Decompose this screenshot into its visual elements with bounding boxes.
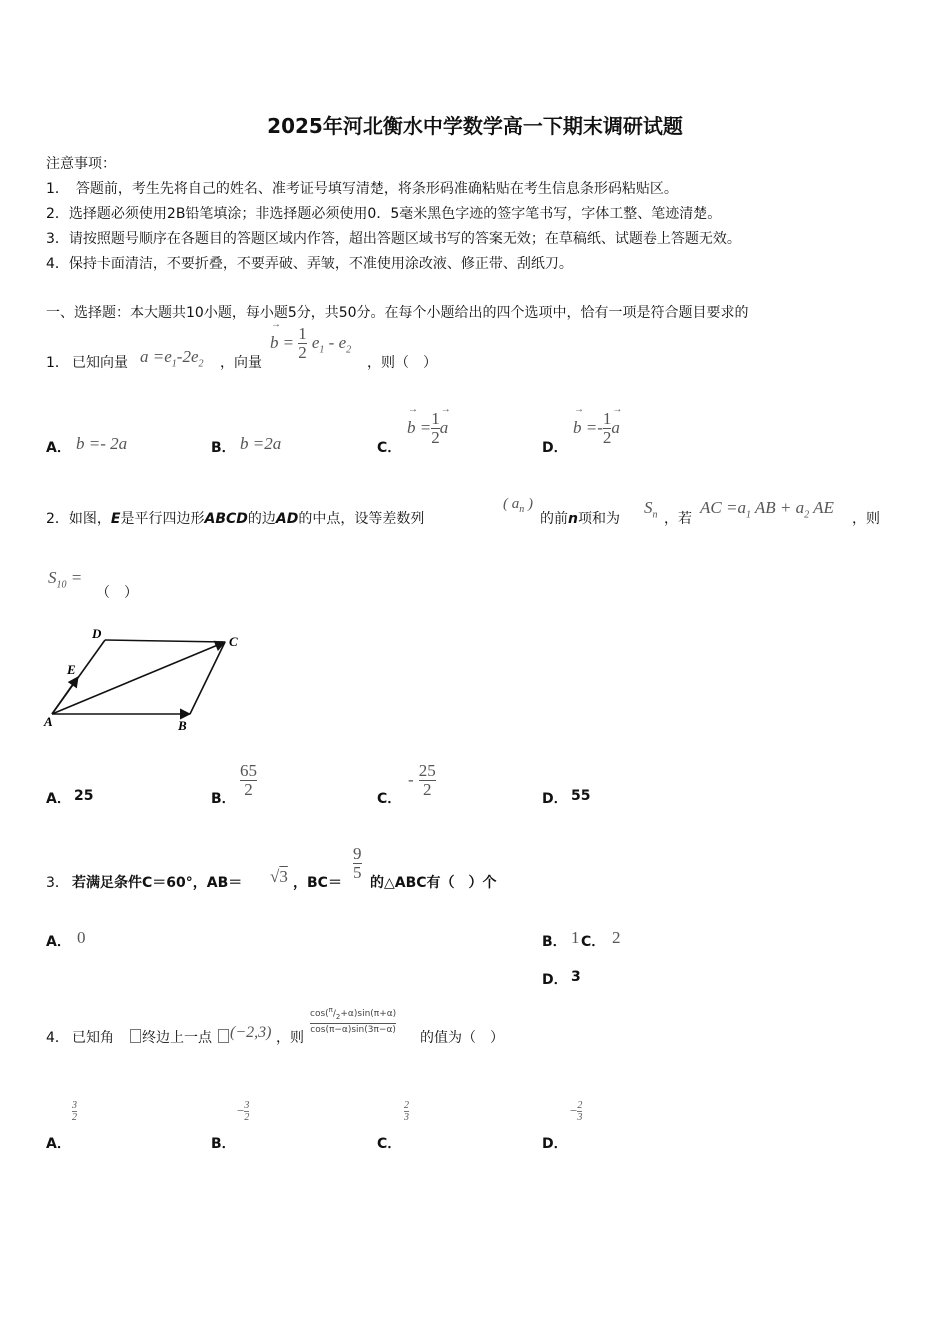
q1-option-d-expr: → b =- $\frac{1}{2}$ → a	[573, 410, 620, 447]
q3-stem-a: 若满足条件C＝60°，AB＝	[72, 875, 243, 891]
q4-stem-a: 已知角	[72, 1030, 114, 1046]
q3-option-d-label[interactable]: D．	[542, 972, 568, 988]
page-title: 2025年河北衡水中学数学高一下期末调研试题	[267, 114, 683, 138]
q4-p-box	[218, 1029, 229, 1043]
q3-option-c-label[interactable]: C．	[581, 934, 606, 950]
q2-figure	[40, 622, 255, 737]
q2-option-c-label[interactable]: C．	[377, 791, 402, 807]
section-heading: 一、选择题：本大题共10小题，每小题5分，共50分。在每个小题给出的四个选项中，恰有一项是符合题目要求的	[46, 305, 749, 321]
label-e: E	[67, 662, 76, 677]
q2-option-a-value: 25	[74, 788, 94, 804]
q2-stem-e: （ ）	[96, 585, 138, 601]
q1-option-c-label[interactable]: C．	[377, 440, 402, 456]
q3-stem-c: 的△ABC有（ ）个	[370, 875, 497, 891]
q1-option-a-label[interactable]: A．	[46, 440, 71, 456]
q3-stem-b: ，BC＝	[293, 875, 342, 891]
notice-item: 3．请按照题号顺序在各题目的答题区域内作答，超出答题区域书写的答案无效；在草稿纸、试题卷上答题无效。	[46, 231, 741, 247]
segment-cb	[190, 642, 225, 714]
q4-expression: $\cos(^\pi/_2+\alpha)\sin(\pi+\alpha)$ cos(π−α)sin(3π−α)	[310, 1006, 397, 1035]
label-b: B	[178, 718, 187, 733]
q2-s10: $S_{10}$ =	[48, 568, 83, 591]
q3-option-c-value: 2	[612, 928, 621, 947]
q1-vector-b: → b = $\frac{1}{2}$ $e_1 - e_2$	[270, 325, 351, 362]
notice-item: 4．保持卡面清洁，不要折叠，不要弄破、弄皱，不准使用涂改液、修正带、刮纸刀。	[46, 256, 573, 272]
q1-vector-a: $a =e_1-2e_2$	[140, 347, 204, 370]
q4-point: (−2,3)	[230, 1024, 272, 1041]
q4-option-b-label[interactable]: B．	[211, 1136, 236, 1152]
segment-dc	[105, 640, 225, 642]
q2-option-b-frac: $\frac{65}{2}$	[240, 761, 257, 799]
q3-option-d-value: 3	[571, 969, 581, 985]
notice-item: 2．选择题必须使用2B铅笔填涂；非选择题必须使用0．5毫米黑色字迹的签字笔书写，字体工整、笔迹清楚。	[46, 206, 722, 222]
label-c: C	[229, 634, 238, 649]
q2-stem-b: 的前n项和为	[540, 511, 620, 527]
q3-option-b-value: 1	[571, 928, 580, 947]
q3-sqrt3: √3	[270, 867, 288, 886]
q3-option-b-label[interactable]: B．	[542, 934, 567, 950]
q4-option-d-label[interactable]: D．	[542, 1136, 568, 1152]
q2-option-d-value: 55	[571, 788, 591, 804]
q2-stem-c: ，若	[664, 511, 692, 527]
q4-option-c-label[interactable]: C．	[377, 1136, 402, 1152]
q2-vector-eq: AC $=a_1$ AB + $a_2$ AE	[700, 498, 834, 521]
q2-stem: 2．如图，E是平行四边形ABCD的边AD的中点，设等差数列	[46, 511, 425, 527]
q4-option-b-frac: − $\frac{3}{2}$	[237, 1100, 250, 1123]
q2-sn: $S_n$	[644, 498, 658, 521]
label-a: A	[44, 714, 53, 729]
notice-item: 1． 答题前，考生先将自己的姓名、准考证号填写清楚，将条形码准确粘贴在考生信息条形码粘贴区。	[46, 181, 678, 197]
q3-number: 3．	[46, 875, 69, 891]
q1-text-a: 已知向量	[72, 355, 128, 371]
q1-number: 1．	[46, 355, 69, 371]
q1-option-c-expr: → b = $\frac{1}{2}$ → a	[407, 410, 448, 447]
q3-option-a-value: 0	[77, 928, 86, 947]
q2-option-d-label[interactable]: D．	[542, 791, 568, 807]
q1-text-b: ，向量	[220, 355, 262, 371]
q3-option-a-label[interactable]: A．	[46, 934, 71, 950]
q2-option-b-label[interactable]: B．	[211, 791, 236, 807]
q2-option-c-frac: - $\frac{25}{2}$	[408, 761, 436, 799]
q3-fraction: $\frac{9}{5}$	[353, 844, 362, 882]
q1-option-d-label[interactable]: D．	[542, 440, 568, 456]
q1-option-b-expr: b =2a	[240, 434, 282, 453]
q2-sequence-an: ( $a_n$ )	[503, 496, 533, 515]
q4-option-a-frac: $\frac{3}{2}$	[72, 1100, 77, 1123]
q4-stem-d: 的值为（ ）	[420, 1030, 504, 1046]
q4-stem-c: ，则	[276, 1030, 304, 1046]
q1-option-b-label[interactable]: B．	[211, 440, 236, 456]
q4-option-c-frac: $\frac{2}{3}$	[404, 1100, 409, 1123]
q4-option-a-label[interactable]: A．	[46, 1136, 71, 1152]
q4-stem-b: 终边上一点	[142, 1030, 212, 1046]
q1-option-a-expr: b =- 2a	[76, 434, 128, 453]
q4-option-d-frac: − $\frac{2}{3}$	[570, 1100, 583, 1123]
notice-heading: 注意事项：	[46, 156, 116, 172]
q4-alpha-box	[130, 1029, 141, 1043]
q4-number: 4．	[46, 1030, 69, 1046]
label-d: D	[92, 626, 102, 641]
q1-text-c: ，则（ ）	[367, 355, 437, 371]
q2-option-a-label[interactable]: A．	[46, 791, 71, 807]
q2-stem-d: ，则	[852, 511, 880, 527]
